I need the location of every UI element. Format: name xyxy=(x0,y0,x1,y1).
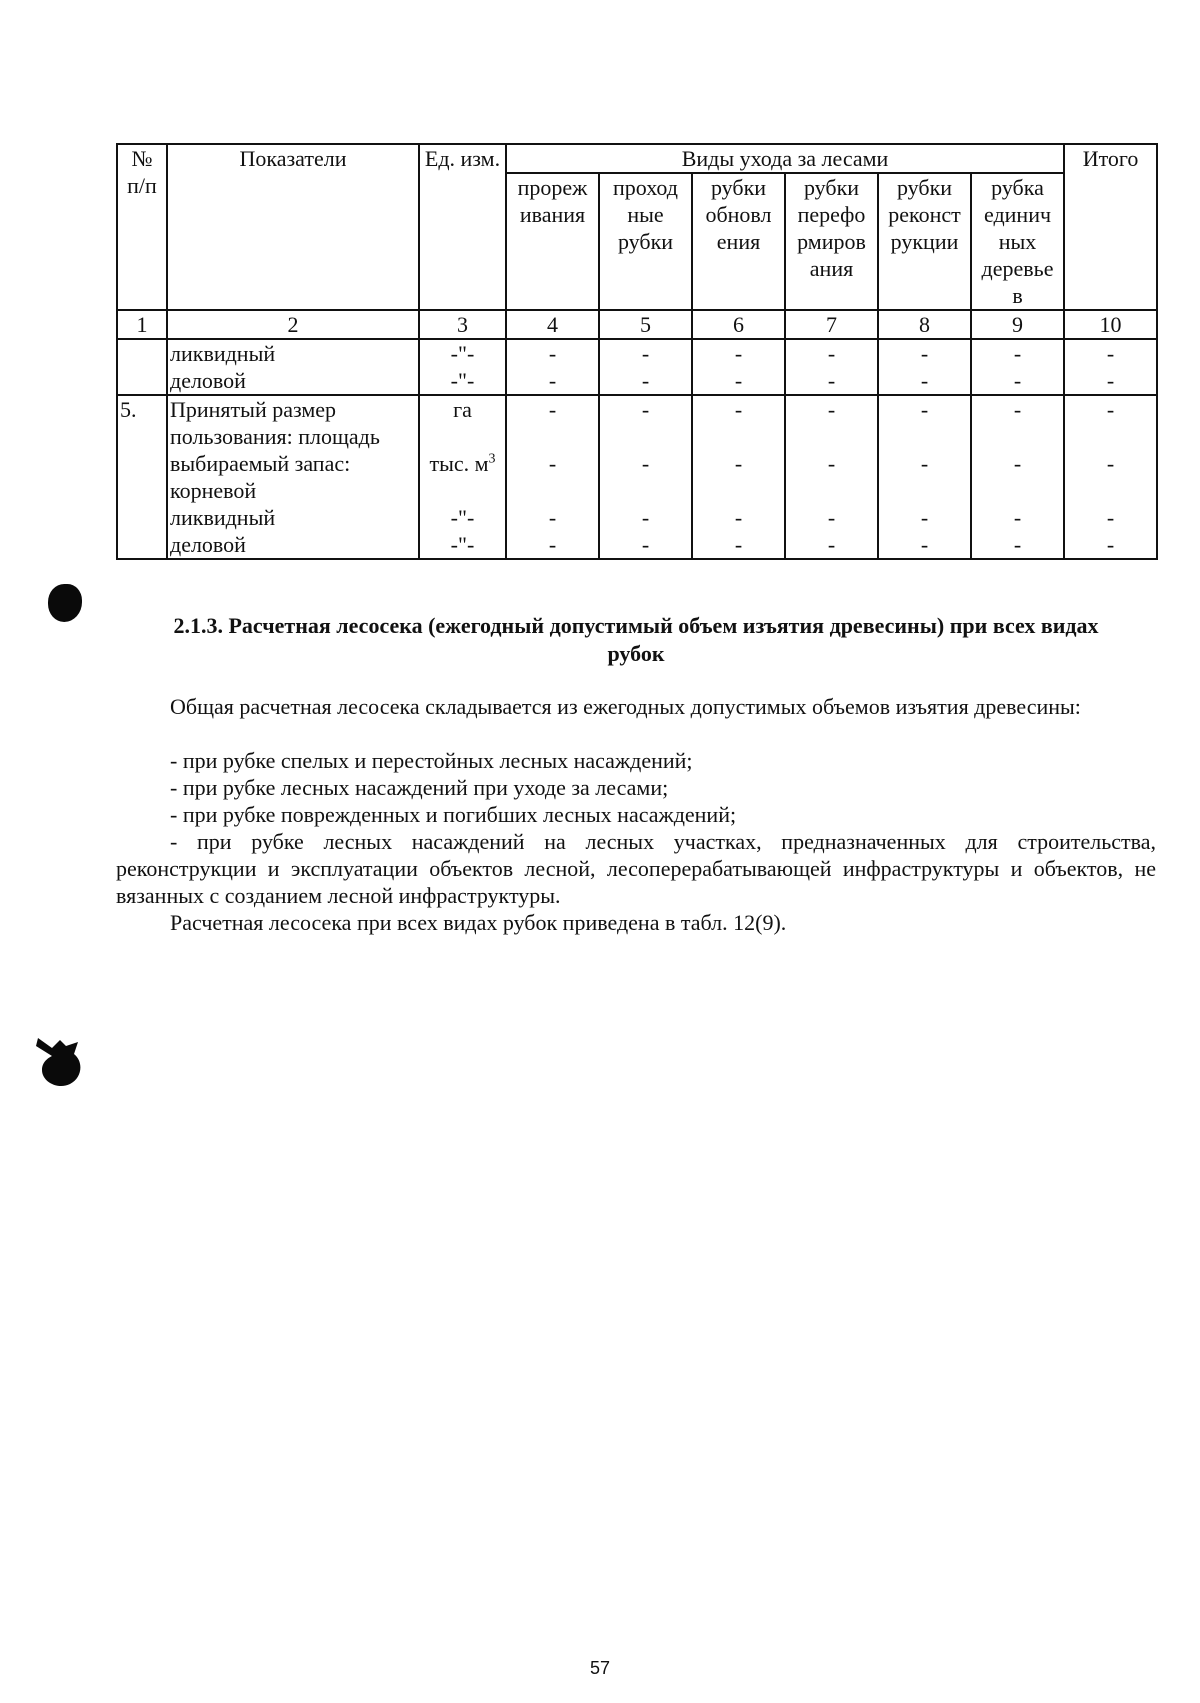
row-value: - xyxy=(599,531,692,559)
table-row xyxy=(117,367,1157,395)
row-value: - xyxy=(692,450,785,477)
row-value xyxy=(971,423,1064,450)
row-value: - xyxy=(971,367,1064,395)
row-value: - xyxy=(599,339,692,367)
intro-paragraph: Общая расчетная лесосека складывается из ежегодных допустимых объемов изъятия древесины: xyxy=(170,694,1081,719)
header-sub-renewal: рубки обновл ения xyxy=(692,173,785,310)
header-sub-reconstruction: рубки реконст рукции xyxy=(878,173,971,310)
row-value: - xyxy=(692,531,785,559)
forest-care-table xyxy=(116,143,1158,560)
column-number: 4 xyxy=(506,310,599,339)
unit-superscript: 3 xyxy=(488,451,496,467)
table-row xyxy=(117,395,1157,423)
row-value: - xyxy=(971,450,1064,477)
row-value xyxy=(692,423,785,450)
header-num: № п/п xyxy=(117,144,167,310)
row-value xyxy=(506,423,599,450)
ink-blot-mark xyxy=(30,1032,88,1088)
row-value: - xyxy=(506,367,599,395)
row-value: - xyxy=(506,504,599,531)
row-value: - xyxy=(1064,450,1157,477)
row-label: деловой xyxy=(167,531,419,559)
list-item: - при рубке спелых и перестойных лесных насаждений; xyxy=(170,748,693,773)
row-value xyxy=(506,477,599,504)
column-number: 8 xyxy=(878,310,971,339)
list-item: - при рубке поврежденных и погибших лесных насаждений; xyxy=(170,802,737,827)
row-unit: -"- xyxy=(419,367,506,395)
ink-blot-mark xyxy=(48,584,82,622)
row-value: - xyxy=(878,504,971,531)
row-value: - xyxy=(599,504,692,531)
row-value: - xyxy=(971,395,1064,423)
row-value: - xyxy=(878,450,971,477)
row-value: - xyxy=(785,504,878,531)
row-value: - xyxy=(878,367,971,395)
row-value: - xyxy=(692,395,785,423)
unit-text: тыс. м xyxy=(429,451,489,476)
row-value xyxy=(971,477,1064,504)
row-label: выбираемый запас: xyxy=(167,450,419,477)
closing-paragraph: Расчетная лесосека при всех видах рубок приведена в табл. 12(9). xyxy=(170,910,787,935)
row-num-cell: 5. xyxy=(117,395,167,559)
row-value: - xyxy=(1064,395,1157,423)
row-unit: -"- xyxy=(419,339,506,367)
row-value xyxy=(785,477,878,504)
row-label: корневой xyxy=(167,477,419,504)
row-value: - xyxy=(971,504,1064,531)
row-label: деловой xyxy=(167,367,419,395)
column-number: 2 xyxy=(167,310,419,339)
row-num-cell xyxy=(117,339,167,395)
row-value xyxy=(1064,423,1157,450)
table-row xyxy=(117,477,1157,504)
row-value: - xyxy=(506,531,599,559)
table-row xyxy=(117,504,1157,531)
row-value: - xyxy=(878,395,971,423)
column-number: 9 xyxy=(971,310,1064,339)
row-value: - xyxy=(878,531,971,559)
row-unit xyxy=(419,477,506,504)
header-total: Итого xyxy=(1064,144,1157,310)
header-indicators: Показатели xyxy=(167,144,419,310)
column-number: 10 xyxy=(1064,310,1157,339)
row-unit: га xyxy=(419,395,506,423)
row-label: ликвидный xyxy=(167,504,419,531)
header-unit: Ед. изм. xyxy=(419,144,506,310)
row-label: Принятый размер xyxy=(167,395,419,423)
row-value xyxy=(878,423,971,450)
row-value: - xyxy=(506,339,599,367)
row-value: - xyxy=(1064,531,1157,559)
column-number: 7 xyxy=(785,310,878,339)
row-value xyxy=(878,477,971,504)
table-row xyxy=(117,339,1157,367)
header-sub-reformation: рубки перефо рмиров ания xyxy=(785,173,878,310)
table-row xyxy=(117,450,1157,477)
row-value: - xyxy=(692,367,785,395)
row-label: ликвидный xyxy=(167,339,419,367)
row-value: - xyxy=(878,339,971,367)
row-value: - xyxy=(692,504,785,531)
row-value: - xyxy=(599,367,692,395)
row-value xyxy=(599,423,692,450)
row-value: - xyxy=(971,339,1064,367)
row-value: - xyxy=(599,450,692,477)
column-number: 5 xyxy=(599,310,692,339)
header-sub-passage: проход ные рубки xyxy=(599,173,692,310)
row-value: - xyxy=(692,339,785,367)
row-value xyxy=(599,477,692,504)
section-heading-line1: 2.1.3. Расчетная лесосека (ежегодный допустимый объем изъятия древесины) при всех видах xyxy=(173,613,1099,638)
header-care-types: Виды ухода за лесами xyxy=(506,144,1064,173)
page-number: 57 xyxy=(589,1658,611,1678)
row-value: - xyxy=(785,339,878,367)
row-value: - xyxy=(506,450,599,477)
row-unit: -"- xyxy=(419,504,506,531)
row-value: - xyxy=(785,395,878,423)
row-unit xyxy=(419,423,506,450)
row-label: пользования: площадь xyxy=(167,423,419,450)
column-number-row xyxy=(117,310,1157,339)
row-value: - xyxy=(506,395,599,423)
table-header-row-1 xyxy=(117,144,1157,173)
row-value: - xyxy=(785,367,878,395)
row-value: - xyxy=(1064,339,1157,367)
row-value: - xyxy=(785,450,878,477)
row-unit xyxy=(419,450,506,477)
row-value: - xyxy=(1064,367,1157,395)
header-sub-thinning: прореж ивания xyxy=(506,173,599,310)
table-row xyxy=(117,531,1157,559)
list-item: - при рубке лесных насаждений при уходе за лесами; xyxy=(170,775,669,800)
table-row xyxy=(117,423,1157,450)
section-heading xyxy=(116,612,1156,668)
row-value xyxy=(1064,477,1157,504)
header-sub-single-trees: рубка единич ных деревье в xyxy=(971,173,1064,310)
row-value: - xyxy=(599,395,692,423)
row-value: - xyxy=(971,531,1064,559)
row-value: - xyxy=(1064,504,1157,531)
row-value xyxy=(692,477,785,504)
long-list-item: - при рубке лесных насаждений на лесных участках, предназначенных для строительства, реконструкции и эксплуатации объектов лесной, лесоперерабатывающей инфраструктуры и объектов, не вязанных с созданием лесной инфраструктуры. xyxy=(116,829,1156,908)
column-number: 1 xyxy=(117,310,167,339)
row-value: - xyxy=(785,531,878,559)
section-heading-line2: рубок xyxy=(607,641,665,666)
row-unit: -"- xyxy=(419,531,506,559)
row-value xyxy=(785,423,878,450)
column-number: 3 xyxy=(419,310,506,339)
column-number: 6 xyxy=(692,310,785,339)
